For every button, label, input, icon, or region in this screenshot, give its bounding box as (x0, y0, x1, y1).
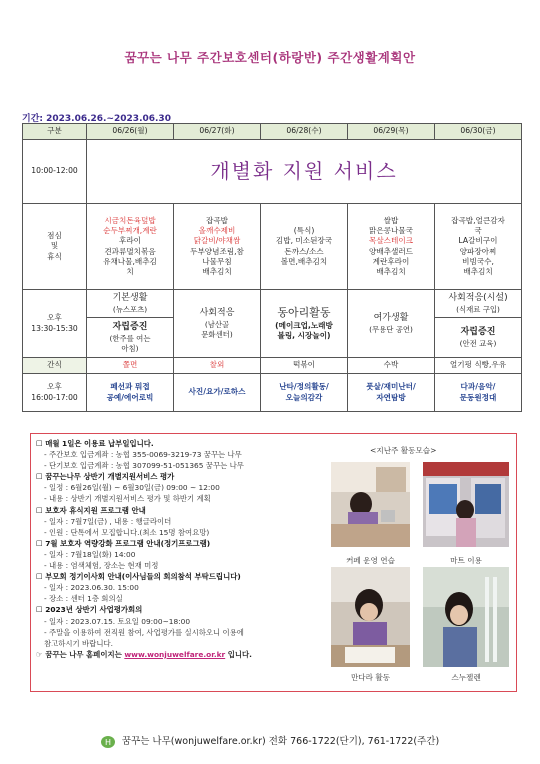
program-line: 난타/정의활동/ (279, 382, 329, 392)
menu-line: 양배추샐러드 (368, 246, 413, 256)
menu-line: 닭갈비/야채쌈 (193, 236, 241, 246)
photo-caption: 커페 운영 연습 (346, 556, 395, 565)
activity-title: 자립증진 (460, 327, 496, 338)
morning-time: 10:00-12:00 (23, 140, 87, 204)
photo-caption: 마트 이용 (450, 556, 482, 565)
notice-list (36, 438, 336, 660)
photo-snoezelen-image (423, 567, 509, 667)
menu-line: 견과류멸치볶음 (104, 246, 156, 256)
svg-text:H: H (104, 737, 111, 747)
lunch-label-line: 휴식 (47, 251, 62, 261)
program-line: 자연탐방 (376, 392, 406, 402)
table-header-row (23, 124, 522, 140)
lunch-label (23, 204, 87, 290)
tree-logo-icon (101, 736, 115, 748)
header-cell: 06/30(금) (435, 124, 522, 140)
page-title: 꿈꾸는 나무 주간보호센터(하랑반) 주간생활계획안 (124, 50, 416, 65)
activity-title: 동아리활동 (277, 305, 331, 319)
menu-line: 김밥, 미소된장국 (275, 236, 333, 246)
morning-service: 개별화 지원 서비스 (87, 140, 522, 204)
notice-heading: ☐ 2023년 상반기 사업평가회의 (36, 605, 143, 615)
late-thu (348, 374, 435, 412)
menu-line: 배추김치 (376, 267, 406, 276)
program-line: 문동원정대 (459, 392, 497, 402)
pm-fri-top (435, 290, 522, 318)
menu-line: 치 (126, 267, 134, 276)
activity-title: 사회적응 (199, 308, 235, 319)
header-cell: 구분 (23, 124, 87, 140)
pm-tue (174, 290, 261, 358)
afternoon-time (23, 290, 87, 358)
late-time-line: 16:00-17:00 (31, 392, 78, 402)
notice-item: - 일자 : 7월18일(화) 14:00 (44, 549, 136, 559)
lunch-thu (348, 204, 435, 290)
menu-line: LA갈비구이 (458, 236, 498, 246)
menu-line (174, 236, 260, 246)
activity-detail: (무용단 공연) (369, 324, 413, 334)
notice-item: - 일자 : 2023.06.30. 15:00 (44, 583, 139, 593)
afternoon-time-line: 13:30-15:30 (31, 323, 78, 333)
activity-detail: (메이크업,노래방 (275, 320, 333, 330)
late-fri (435, 374, 522, 412)
photo-mandala-image (331, 567, 410, 667)
photo-caption: 스누젤렌 (451, 673, 481, 682)
menu-line: 볼면,배추김치 (280, 256, 328, 266)
schedule-table (22, 123, 522, 412)
activity-detail: (한주를 여는 (109, 333, 151, 343)
menu-line: 배추김치 (463, 267, 493, 276)
activity-title: 여가생활 (373, 313, 409, 324)
program-line: 사진/요가/로하스 (188, 387, 246, 397)
activity-detail: 문화센터) (201, 329, 233, 339)
program-line: 공예/에어로빅 (106, 392, 154, 402)
lunch-mon (87, 204, 174, 290)
lunch-row (23, 204, 522, 290)
footer (0, 733, 540, 748)
menu-line: 올깨수제비 (198, 226, 236, 235)
photo-cafe-image (331, 462, 410, 547)
menu-line: 후라이 (118, 236, 141, 246)
pm-mon-bottom (87, 318, 174, 358)
footer-text: 꿈꾸는 나무(wonjuwelfare.or.kr) 전화 766-1722(단기), 761-1722(주간) (121, 736, 440, 747)
afternoon-row-top (23, 290, 522, 318)
snack-cell: 수박 (348, 358, 435, 374)
pm-thu (348, 290, 435, 358)
photo-snoezelen (423, 567, 509, 667)
header-cell: 06/27(화) (174, 124, 261, 140)
afternoon-time-line: 오후 (47, 313, 62, 323)
late-row (23, 374, 522, 412)
photos-caption: <지난주 활동모습> (370, 446, 437, 455)
menu-line: 두부양념조림,참 (190, 246, 244, 256)
header-cell: 06/29(목) (348, 124, 435, 140)
notice-item: - 장소 : 센터 1층 회의실 (44, 594, 123, 604)
activity-detail: (남산골 (204, 319, 230, 329)
morning-row (23, 140, 522, 204)
activity-title: 사회적응(시설) (448, 293, 508, 304)
period-label: 기간: 2023.06.26.~2023.06.30 (22, 114, 171, 124)
activity-detail: (식재료 구입) (456, 304, 500, 314)
menu-line: 잡곡밥 (205, 215, 228, 225)
homepage-suffix: 입니다. (227, 649, 252, 659)
activity-detail: 볼링, 시장놀이) (277, 330, 331, 340)
notice-item: - 인원 : 단톡에서 모집합니다.(최소 15명 참여요망) (44, 527, 210, 537)
lunch-fri (435, 204, 522, 290)
lunch-label-line: 및 (50, 241, 59, 251)
snack-cell: 떡볶이 (261, 358, 348, 374)
lunch-tue (174, 204, 261, 290)
activity-detail: (안전 교육) (459, 338, 497, 348)
photo-mart-image (423, 462, 509, 547)
late-wed (261, 374, 348, 412)
menu-line: 돈까스/소스 (284, 246, 324, 256)
program-line: 다과/음악/ (460, 382, 496, 392)
lunch-wed (261, 204, 348, 290)
notice-item: - 일자 : 2023.07.15. 토요일 09:00~18:00 (44, 616, 191, 626)
photo-mandala (331, 567, 410, 667)
menu-line: 배추김치 (202, 267, 232, 276)
notice-item: - 일정 : 6월26일(월) ~ 6월30일(금) 09:00 ~ 12:00 (44, 483, 220, 493)
notice-heading: ☐ 꿈꾸는나무 상반기 개별지원서비스 평가 (36, 472, 175, 482)
menu-line: 유채나물,배추김 (103, 256, 157, 266)
notice-item: - 주말을 이용하여 전직원 참여, 사업평가를 실시하오니 이용에 (44, 627, 244, 637)
menu-line: 나물무침 (202, 256, 232, 266)
menu-line: 시금치돈육덮밥 (104, 215, 156, 225)
notice-item: - 일자 : 7월7일(금) , 내용 : 행글라이더 (44, 516, 172, 526)
header-cell: 06/28(수) (261, 124, 348, 140)
notice-heading: ☐ 보호자 휴식지원 프로그램 안내 (36, 505, 146, 515)
activity-title: 자립증진 (112, 322, 148, 333)
notice-item: - 내용 : 염색체험, 장소는 현재 미정 (44, 561, 159, 571)
menu-line: 계란후라이 (372, 256, 410, 266)
menu-line: (특식) (293, 226, 315, 235)
program-line: 풋살/재미난터/ (366, 382, 416, 392)
menu-line: 맑은콩나물국 (368, 226, 413, 235)
menu-line: 양파장아찌 (459, 246, 497, 256)
menu-line: 비빔국수, (462, 256, 494, 266)
header-cell: 06/26(월) (87, 124, 174, 140)
notice-item: - 내용 : 상반기 개별지원서비스 평가 및 하반기 계획 (44, 494, 211, 504)
notice-item: 참고하시기 바랍니다. (44, 638, 113, 648)
snack-cell: 쫄면 (87, 358, 174, 374)
photo-caption: 만다라 활동 (350, 673, 391, 682)
snack-label: 간식 (23, 358, 87, 374)
activity-detail: (뉴스포츠) (112, 304, 148, 314)
program-line: 페선과 뭐접 (110, 382, 150, 392)
photo-mart (423, 462, 509, 547)
homepage-prefix: ☞ 꿈꾸는 나무 홈페이지는 (36, 649, 122, 659)
menu-line: 쌀밥 (383, 215, 399, 225)
photo-cafe (331, 462, 410, 547)
menu-line: 순두부찌개,계란 (103, 226, 157, 235)
menu-line: 잡곡밥,얼큰감자 (451, 215, 505, 225)
program-line: 오늘의감각 (285, 392, 323, 402)
pm-wed (261, 290, 348, 358)
activity-title: 기본생활 (112, 293, 148, 304)
homepage-link[interactable]: www.wonjuwelfare.or.kr (124, 649, 226, 659)
snack-cell: 찰외 (174, 358, 261, 374)
lunch-label-line: 점심 (47, 231, 62, 241)
late-time-line: 오후 (47, 382, 62, 392)
notice-heading: ☐ 부모회 정기이사회 안내(이사님들의 회의참석 부탁드립니다) (36, 572, 241, 582)
notice-item: - 주간보호 입금계좌 : 농협 355-0069-3219-73 꿈꾸는 나무 (44, 450, 242, 460)
menu-line: 국 (474, 226, 482, 235)
notice-heading: ☐ 7월 보호자 역량강화 프로그램 안내(정기프로그램) (36, 538, 211, 548)
notice-item: - 단기보호 입금계좌 : 농협 307099-51-051365 꿈꾸는 나무 (44, 461, 244, 471)
activity-detail: 아침) (121, 343, 139, 353)
pm-mon-top (87, 290, 174, 318)
late-time (23, 374, 87, 412)
pm-fri-bottom (435, 318, 522, 358)
homepage-line (36, 649, 336, 660)
late-tue (174, 374, 261, 412)
late-mon (87, 374, 174, 412)
snack-cell: 얼기펑 식빵,우유 (435, 358, 522, 374)
snack-row (23, 358, 522, 374)
menu-line: 목살스테이크 (368, 236, 413, 246)
notice-heading: ☐ 매월 1일은 이용료 납부일입니다. (36, 439, 154, 448)
